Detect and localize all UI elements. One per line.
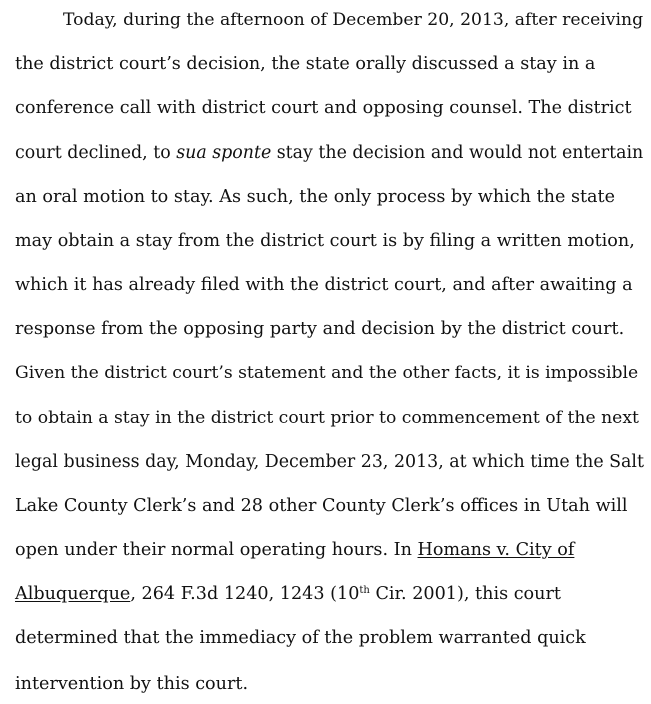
text-line-12: Lake County Clerk’s and 28 other County Clerk’s offices in Utah will bbox=[15, 496, 628, 516]
latin-phrase-sua-sponte: sua sponte bbox=[176, 143, 272, 163]
case-citation-name: Albuquerque bbox=[15, 584, 131, 604]
text-line-4 bbox=[15, 141, 643, 165]
text-line-14 bbox=[15, 582, 561, 606]
text-run: Cir. 2001), this court bbox=[369, 584, 561, 604]
text-line-3: conference call with district court and opposing counsel. The district bbox=[15, 98, 632, 118]
text-line-5: an oral motion to stay. As such, the only process by which the state bbox=[15, 187, 616, 207]
text-line-2: the district court’s decision, the state orally discussed a stay in a bbox=[15, 54, 596, 74]
text-line-9: Given the district court’s statement and the other facts, it is impossible bbox=[15, 363, 639, 383]
text-line-11: legal business day, Monday, December 23, 2013, at which time the Salt bbox=[15, 452, 644, 472]
text-line-1: Today, during the afternoon of December 20, 2013, after receiving bbox=[63, 10, 644, 30]
text-line-7: which it has already filed with the district court, and after awaiting a bbox=[15, 275, 633, 295]
text-line-6: may obtain a stay from the district court is by filing a written motion, bbox=[15, 231, 635, 251]
case-citation-name: Homans v. City of bbox=[417, 540, 575, 560]
text-run: , 264 F.3d 1240, 1243 (10 bbox=[130, 584, 360, 604]
text-line-13 bbox=[15, 538, 574, 562]
text-run: open under their normal operating hours. In bbox=[15, 540, 418, 560]
text-line-8: response from the opposing party and decision by the district court. bbox=[15, 319, 625, 339]
text-line-16: intervention by this court. bbox=[15, 674, 249, 694]
text-line-15: determined that the immediacy of the problem warranted quick bbox=[15, 628, 586, 648]
text-run: court declined, to bbox=[15, 143, 177, 163]
ordinal-superscript: th bbox=[359, 585, 370, 596]
text-line-10: to obtain a stay in the district court prior to commencement of the next bbox=[15, 408, 639, 428]
text-run: stay the decision and would not entertain bbox=[271, 143, 644, 163]
